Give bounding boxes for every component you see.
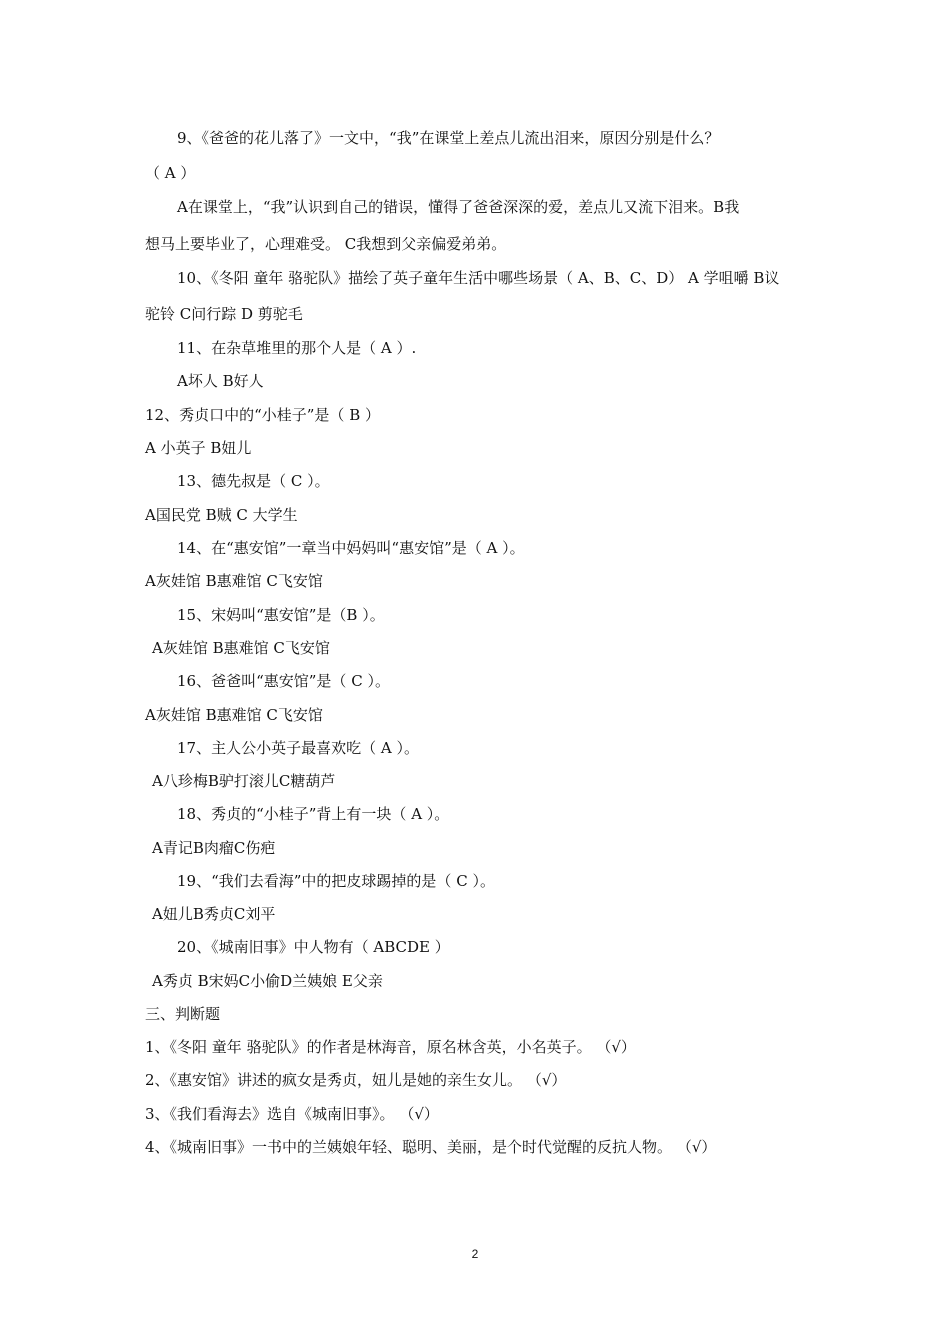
question-11-options: A坏人 B好人: [177, 372, 264, 390]
question-14-options: A灰娃馆 B惠难馆 C飞安馆: [145, 572, 323, 590]
question-13-text: 13、德先叔是（ C ）。: [177, 472, 330, 490]
question-18-options: A青记B肉瘤C伤疤: [152, 839, 276, 857]
question-9-options-2: 想马上要毕业了，心理难受。 C我想到父亲偏爱弟弟。: [145, 235, 507, 253]
question-17-options: A八珍梅B驴打滚儿C糖葫芦: [152, 772, 336, 790]
question-19-options: A妞儿B秀贞C刘平: [152, 905, 276, 923]
question-17-text: 17、主人公小英子最喜欢吃（ A ）。: [177, 739, 419, 757]
question-9-answer: （ A ）: [145, 164, 196, 182]
question-13-options: A国民党 B贼 C 大学生: [145, 506, 298, 524]
section-heading-judgment: 三、判断题: [145, 1005, 221, 1023]
judgment-4: 4、《城南旧事》一书中的兰姨娘年轻、聪明、美丽，是个时代觉醒的反抗人物。 （√）: [145, 1138, 717, 1156]
question-15-options: A灰娃馆 B惠难馆 C飞安馆: [152, 639, 330, 657]
question-9-text: 9、《爸爸的花儿落了》一文中，“我”在课堂上差点儿流出泪来，原因分别是什么？: [177, 129, 720, 147]
question-12-options: A 小英子 B妞儿: [145, 439, 252, 457]
page-number: 2: [471, 1247, 479, 1261]
question-18-text: 18、秀贞的“小桂子”背上有一块（ A ）。: [177, 805, 450, 823]
judgment-1: 1、《冬阳 童年 骆驼队》的作者是林海音，原名林含英，小名英子。 （√）: [145, 1038, 636, 1056]
question-19-text: 19、“我们去看海”中的把皮球踢掉的是（ C ）。: [177, 872, 495, 890]
question-16-text: 16、爸爸叫“惠安馆”是（ C ）。: [177, 672, 390, 690]
question-14-text: 14、在“惠安馆”一章当中妈妈叫“惠安馆”是（ A ）。: [177, 539, 525, 557]
question-15-text: 15、宋妈叫“惠安馆”是（B ）。: [177, 606, 385, 624]
question-20-text: 20、《城南旧事》中人物有（ ABCDE ）: [177, 938, 450, 956]
question-10-options: 驼铃 C问行踪 D 剪驼毛: [145, 305, 303, 323]
judgment-2: 2、《惠安馆》讲述的疯女是秀贞，妞儿是她的亲生女儿。 （√）: [145, 1071, 567, 1089]
question-16-options: A灰娃馆 B惠难馆 C飞安馆: [145, 706, 323, 724]
judgment-3: 3、《我们看海去》选自《城南旧事》。 （√）: [145, 1105, 439, 1123]
question-9-options-1: A在课堂上，“我”认识到自己的错误，懂得了爸爸深深的爱，差点儿又流下泪来。B我: [177, 198, 740, 216]
question-11-text: 11、在杂草堆里的那个人是（ A ）.: [177, 339, 417, 357]
question-12-text: 12、秀贞口中的“小桂子”是（ B ）: [145, 406, 380, 424]
question-20-options: A秀贞 B宋妈C小偷D兰姨娘 E父亲: [152, 972, 383, 990]
question-10-text: 10、《冬阳 童年 骆驼队》描绘了英子童年生活中哪些场景（ A、B、C、D） A 学咀嚼 B议: [177, 269, 780, 287]
